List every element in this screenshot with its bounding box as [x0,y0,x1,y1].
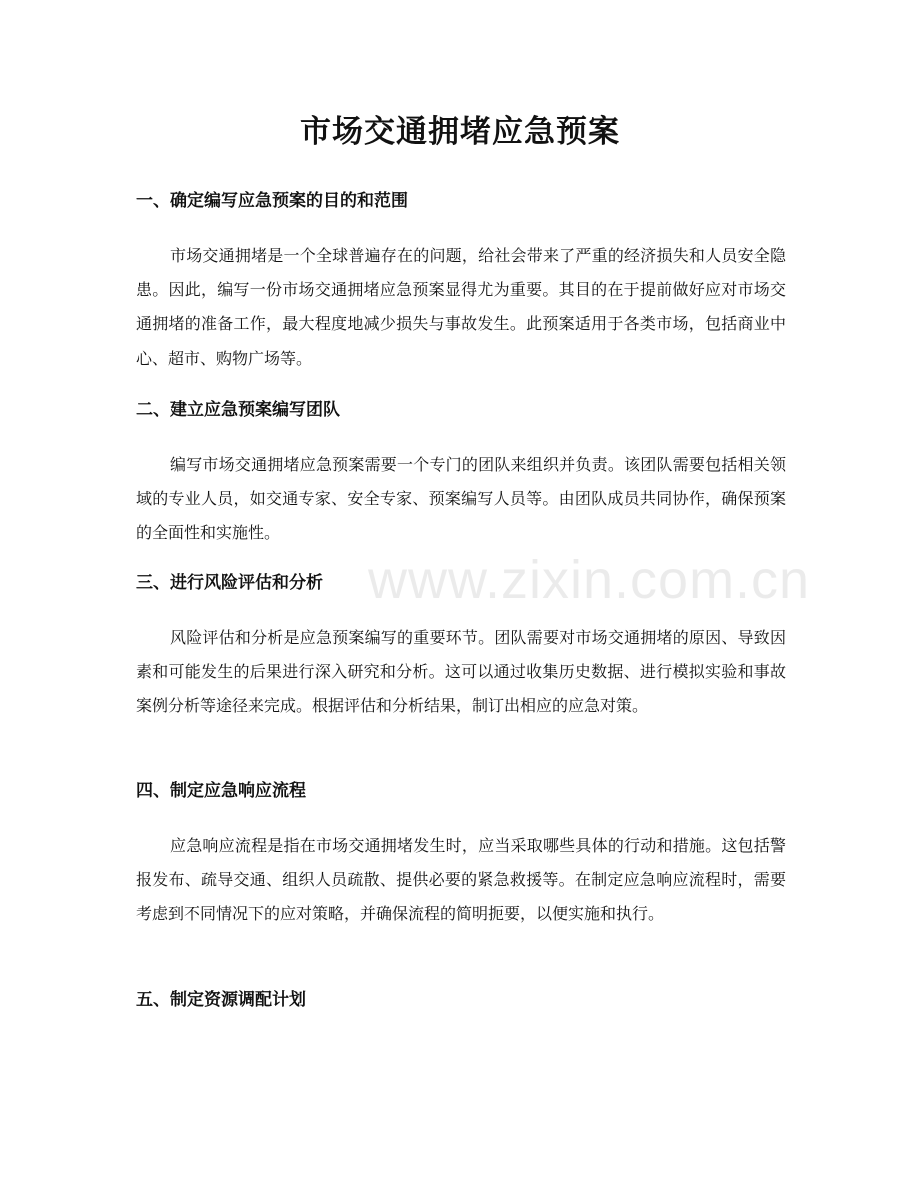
section-heading: 三、进行风险评估和分析 [136,573,323,593]
section-heading: 五、制定资源调配计划 [136,990,306,1010]
watermark: www.zixin.com.cn [368,550,811,610]
section-paragraph: 风险评估和分析是应急预案编写的重要环节。团队需要对市场交通拥堵的原因、导致因素和可能发生的后果进行深入研究和分析。这可以通过收集历史数据、进行模拟实验和事故案例分析等途径来完成。根据评估和分析结果，制订出相应的应急对策。 [136,628,786,716]
section-4 [136,779,786,932]
section-paragraph: 应急响应流程是指在市场交通拥堵发生时，应当采取哪些具体的行动和措施。这包括警报发布、疏导交通、组织人员疏散、提供必要的紧急救援等。在制定应急响应流程时，需要考虑到不同情况下的应对策略，并确保流程的简明扼要，以便实施和执行。 [136,836,786,924]
section-heading: 二、建立应急预案编写团队 [136,400,340,420]
section-heading: 四、制定应急响应流程 [136,781,306,801]
section-paragraph: 市场交通拥堵是一个全球普遍存在的问题，给社会带来了严重的经济损失和人员安全隐患。因此，编写一份市场交通拥堵应急预案显得尤为重要。其目的在于提前做好应对市场交通拥堵的准备工作，最大程度地减少损失与事故发生。此预案适用于各类市场，包括商业中心、超市、购物广场等。 [136,246,786,368]
section-paragraph: 编写市场交通拥堵应急预案需要一个专门的团队来组织并负责。该团队需要包括相关领域的专业人员，如交通专家、安全专家、预案编写人员等。由团队成员共同协作，确保预案的全面性和实施性。 [136,455,786,543]
section-5 [136,988,786,1012]
section-heading: 一、确定编写应急预案的目的和范围 [136,191,408,211]
section-2 [136,398,786,551]
section-1 [136,189,786,376]
section-3 [136,571,786,724]
page-title: 市场交通拥堵应急预案 [300,114,620,150]
